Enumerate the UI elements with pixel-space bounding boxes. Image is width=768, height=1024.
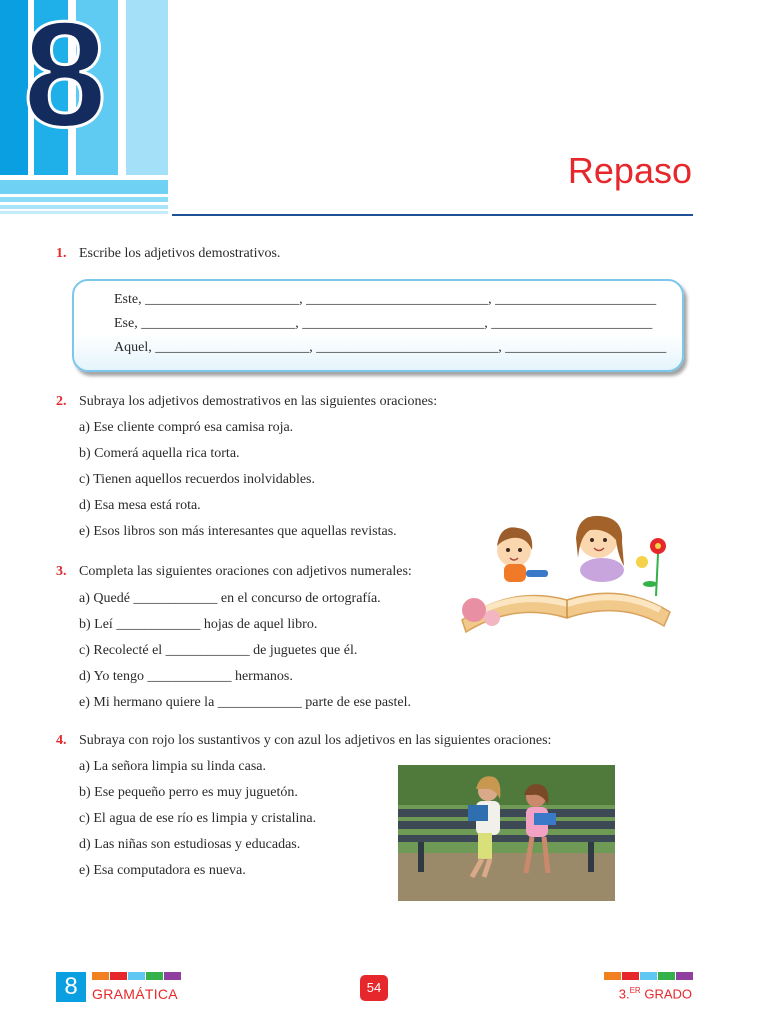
question-4-item: b) Ese pequeño perro es muy juguetón. (79, 785, 298, 800)
question-3-item[interactable]: b) Leí ____________ hojas de aquel libro. (79, 617, 318, 632)
question-3-item[interactable]: e) Mi hermano quiere la ____________ parte de ese pastel. (79, 695, 412, 710)
question-2-number: 2. (56, 394, 67, 409)
footer-color-strip-left (92, 972, 182, 980)
page-number-badge: 54 (360, 975, 388, 1001)
question-4-item: a) La señora limpia su linda casa. (79, 759, 266, 774)
question-4-text: Subraya con rojo los sustantivos y con azul los adjetivos en las siguientes oraciones: (79, 733, 552, 748)
chapter-header-block (0, 0, 168, 218)
question-1-text: Escribe los adjetivos demostrativos. (79, 246, 281, 261)
answer-line-ese[interactable]: Ese, ______________________, __________________________, _______________________ (114, 316, 653, 331)
question-2-item: d) Esa mesa está rota. (79, 498, 201, 513)
kids-reading-illustration (452, 500, 678, 636)
question-3-item[interactable]: c) Recolecté el ____________ de juguetes que él. (79, 643, 358, 658)
footer-section-label: GRAMÁTICA (92, 986, 178, 1002)
page-title: Repaso (567, 150, 692, 191)
question-2-item: a) Ese cliente compró esa camisa roja. (79, 420, 294, 435)
chapter-number: 8 (23, 0, 107, 158)
question-3-item[interactable]: a) Quedé ____________ en el concurso de ortografía. (79, 591, 381, 606)
girls-reading-photo (398, 765, 615, 901)
question-4-number: 4. (56, 733, 67, 748)
answer-box (72, 279, 684, 372)
question-2-item: e) Esos libros son más interesantes que aquellas revistas. (79, 524, 397, 539)
answer-line-aquel[interactable]: Aquel, ______________________, __________________________, _______________________ (114, 340, 667, 355)
question-3-text: Completa las siguientes oraciones con adjetivos numerales: (79, 564, 412, 579)
question-1-number: 1. (56, 246, 67, 261)
title-divider (172, 214, 693, 216)
question-2-item: b) Comerá aquella rica torta. (79, 446, 240, 461)
question-4-item: d) Las niñas son estudiosas y educadas. (79, 837, 301, 852)
question-2-text: Subraya los adjetivos demostrativos en las siguientes oraciones: (79, 394, 438, 409)
answer-line-este[interactable]: Este, ______________________, __________________________, _______________________ (114, 292, 657, 307)
question-3-item[interactable]: d) Yo tengo ____________ hermanos. (79, 669, 293, 684)
question-4-item: c) El agua de ese río es limpia y cristalina. (79, 811, 317, 826)
question-4-item: e) Esa computadora es nueva. (79, 863, 246, 878)
footer-color-strip-right (604, 972, 694, 980)
question-3-number: 3. (56, 564, 67, 579)
footer-chapter-number: 8 (56, 972, 86, 1002)
question-2-item: c) Tienen aquellos recuerdos inolvidables. (79, 472, 316, 487)
footer-grade-label: 3.$^{ER}$ GRADO (618, 986, 692, 1002)
